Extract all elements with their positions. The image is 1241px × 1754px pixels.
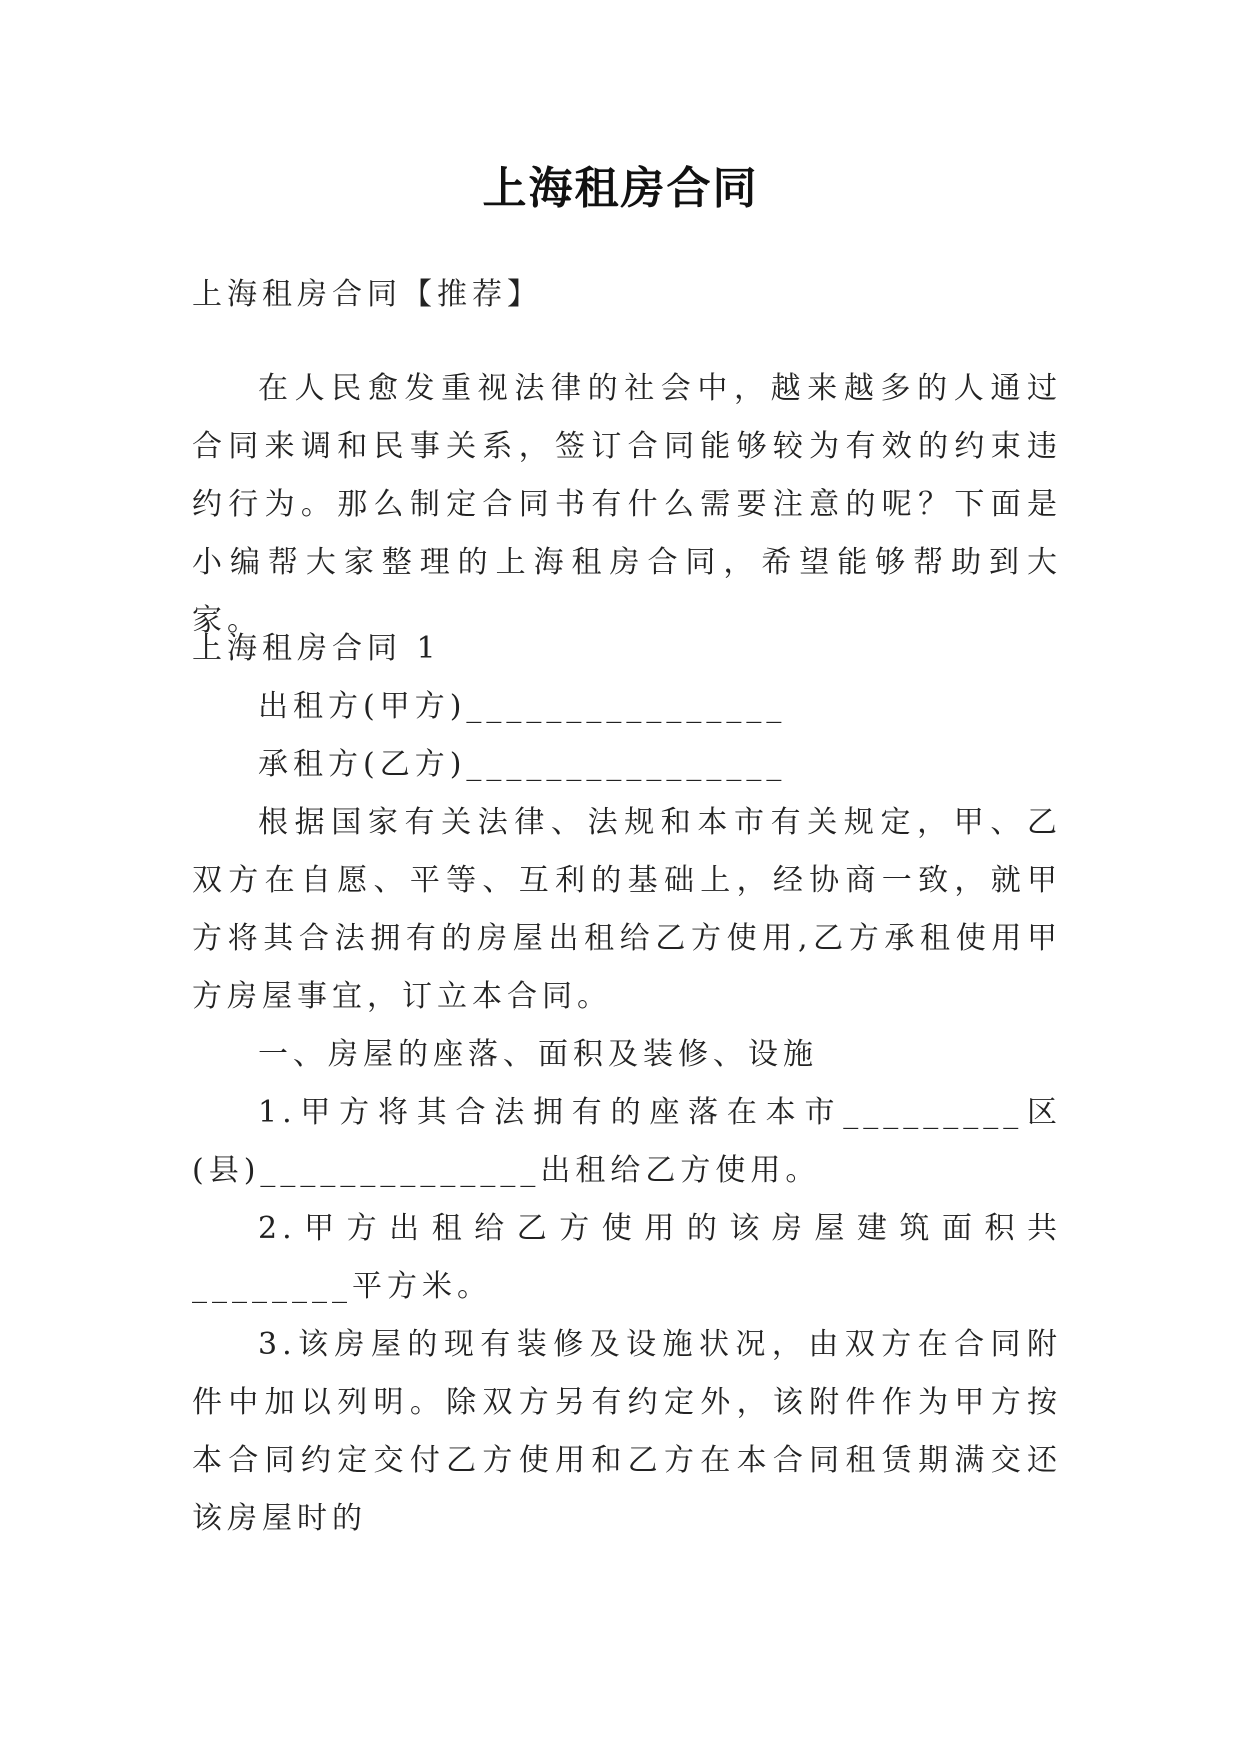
clause-2: 2.甲方出租给乙方使用的该房屋建筑面积共________平方米。 — [192, 1211, 1062, 1304]
document-subtitle-block — [192, 266, 1062, 324]
contract-body — [192, 620, 1062, 1548]
document-subtitle: 上海租房合同【推荐】 — [192, 277, 542, 312]
preamble-paragraph: 根据国家有关法律、法规和本市有关规定，甲、乙双方在自愿、平等、互利的基础上，经协商一致，就甲方将其合法拥有的房屋出租给乙方使用,乙方承租使用甲方房屋事宜，订立本合同。 — [192, 805, 1062, 1014]
contract-heading: 上海租房合同 1 — [192, 631, 441, 666]
intro-block — [192, 360, 1062, 650]
section-1-title: 一、房屋的座落、面积及装修、设施 — [258, 1037, 818, 1072]
lessee-line: 承租方(乙方)________________ — [258, 747, 787, 782]
document-title: 上海租房合同 — [482, 163, 759, 214]
clause-1: 1.甲方将其合法拥有的座落在本市_________区(县)______________出租给乙方使用。 — [192, 1095, 1062, 1188]
intro-paragraph: 在人民愈发重视法律的社会中，越来越多的人通过合同来调和民事关系，签订合同能够较为有效的约束违约行为。那么制定合同书有什么需要注意的呢？下面是小编帮大家整理的上海租房合同，希望能够帮助到大家。 — [192, 371, 1062, 638]
clause-3: 3.该房屋的现有装修及设施状况，由双方在合同附件中加以列明。除双方另有约定外，该附件作为甲方按本合同约定交付乙方使用和乙方在本合同租赁期满交还该房屋时的 — [192, 1327, 1062, 1536]
lessor-line: 出租方(甲方)________________ — [258, 689, 787, 724]
